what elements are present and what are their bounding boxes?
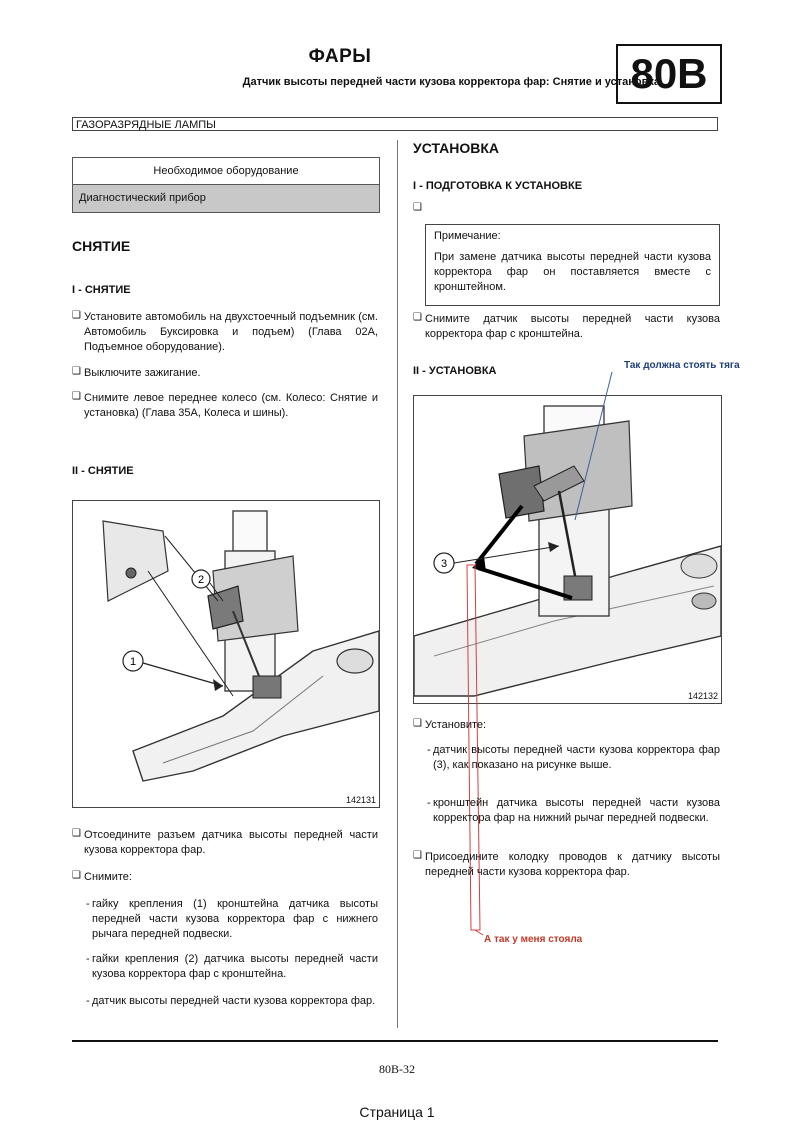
removal-dash-1: гайку крепления (1) кронштейна датчика высоты передней части кузова корректора фар с нижнего рычага передней подвески. [92, 898, 378, 940]
install-step-2 [413, 718, 720, 733]
page-label: Страница 1 [359, 1104, 435, 1120]
section-code: 80B [616, 44, 722, 104]
checkbox-icon: ❑ [413, 718, 422, 729]
removal-step-4-text: Отсоедините разъем датчика высоты передней части кузова корректора фар. [84, 829, 378, 856]
checkbox-icon: ❑ [413, 202, 422, 213]
page-title: ФАРЫ [308, 46, 372, 67]
removal-step-3-text: Снимите левое переднее колесо (см. Колесо: Снятие и установка) (Глава 35А, Колеса и шины). [84, 392, 378, 419]
dash-icon: - [427, 797, 431, 809]
removal-step-1-text: Установите автомобиль на двухстоечный подъемник (см. Автомобиль Буксировка и подъем) (Глава 02А, Подъемное оборудование). [84, 311, 378, 353]
removal-heading: СНЯТИЕ [72, 238, 131, 254]
checkbox-icon: ❑ [72, 391, 81, 402]
checkbox-icon: ❑ [413, 850, 422, 861]
install-part2-heading: II - УСТАНОВКА [413, 365, 497, 377]
equipment-header: Необходимое оборудование [73, 158, 379, 185]
removal-dash-3: датчик высоты передней части кузова корректора фар. [92, 995, 376, 1007]
note-title: Примечание: [434, 230, 501, 242]
removal-dash-2: гайки крепления (2) датчика высоты передней части кузова корректора фар с кронштейна. [92, 953, 378, 980]
callout-1: 1 [129, 656, 137, 668]
removal-figure-number: 142131 [345, 795, 376, 805]
checkbox-icon: ❑ [413, 312, 422, 323]
install-part1-heading: I - ПОДГОТОВКА К УСТАНОВКЕ [413, 180, 583, 192]
section-bar: ГАЗОРАЗРЯДНЫЕ ЛАМПЫ [72, 117, 718, 131]
install-dash-2: кронштейн датчика высоты передней части кузова корректора фар на нижний рычаг передней подвески. [433, 797, 720, 824]
checkbox-icon: ❑ [72, 366, 81, 377]
checkbox-icon: ❑ [72, 310, 81, 321]
bottom-rule [72, 1040, 718, 1042]
removal-part2-heading: II - СНЯТИЕ [72, 465, 134, 477]
equipment-row: Диагностический прибор [73, 185, 379, 212]
callout-3: 3 [440, 558, 448, 570]
install-step-2-text: Установите: [425, 719, 487, 731]
removal-step-2-text: Выключите зажигание. [84, 367, 201, 379]
removal-part1-heading: I - СНЯТИЕ [72, 284, 131, 296]
checkbox-icon: ❑ [72, 828, 81, 839]
install-step-3 [413, 850, 720, 880]
install-heading: УСТАНОВКА [413, 140, 500, 156]
callout-2: 2 [197, 574, 205, 586]
dash-icon: - [86, 953, 90, 965]
note-text: При замене датчика высоты передней части кузова корректора фар он поставляется вместе с кронштейном. [434, 251, 711, 293]
page-subtitle: Датчик высоты передней части кузова корректора фар: Снятие и установка [242, 76, 660, 88]
checkbox-icon: ❑ [72, 870, 81, 881]
install-step-3-text: Присоедините колодку проводов к датчику высоты передней части кузова корректора фар. [425, 851, 720, 878]
annotation-wrong-label: А так у меня стояла [484, 934, 583, 945]
install-step-1-text: Снимите датчик высоты передней части кузова корректора фар с кронштейна. [425, 313, 720, 340]
removal-step-5-text: Снимите: [84, 871, 132, 883]
blue-pointer-line [575, 372, 612, 520]
annotation-correct-label: Так должна стоять тяга [624, 360, 740, 371]
install-dash-1: датчик высоты передней части кузова корректора фар (3), как показано на рисунке выше. [433, 744, 720, 771]
dash-icon: - [86, 995, 90, 1007]
dash-icon: - [86, 898, 90, 910]
dash-icon: - [427, 744, 431, 756]
page-code: 80B-32 [379, 1062, 415, 1076]
install-figure-number: 142132 [687, 691, 718, 701]
